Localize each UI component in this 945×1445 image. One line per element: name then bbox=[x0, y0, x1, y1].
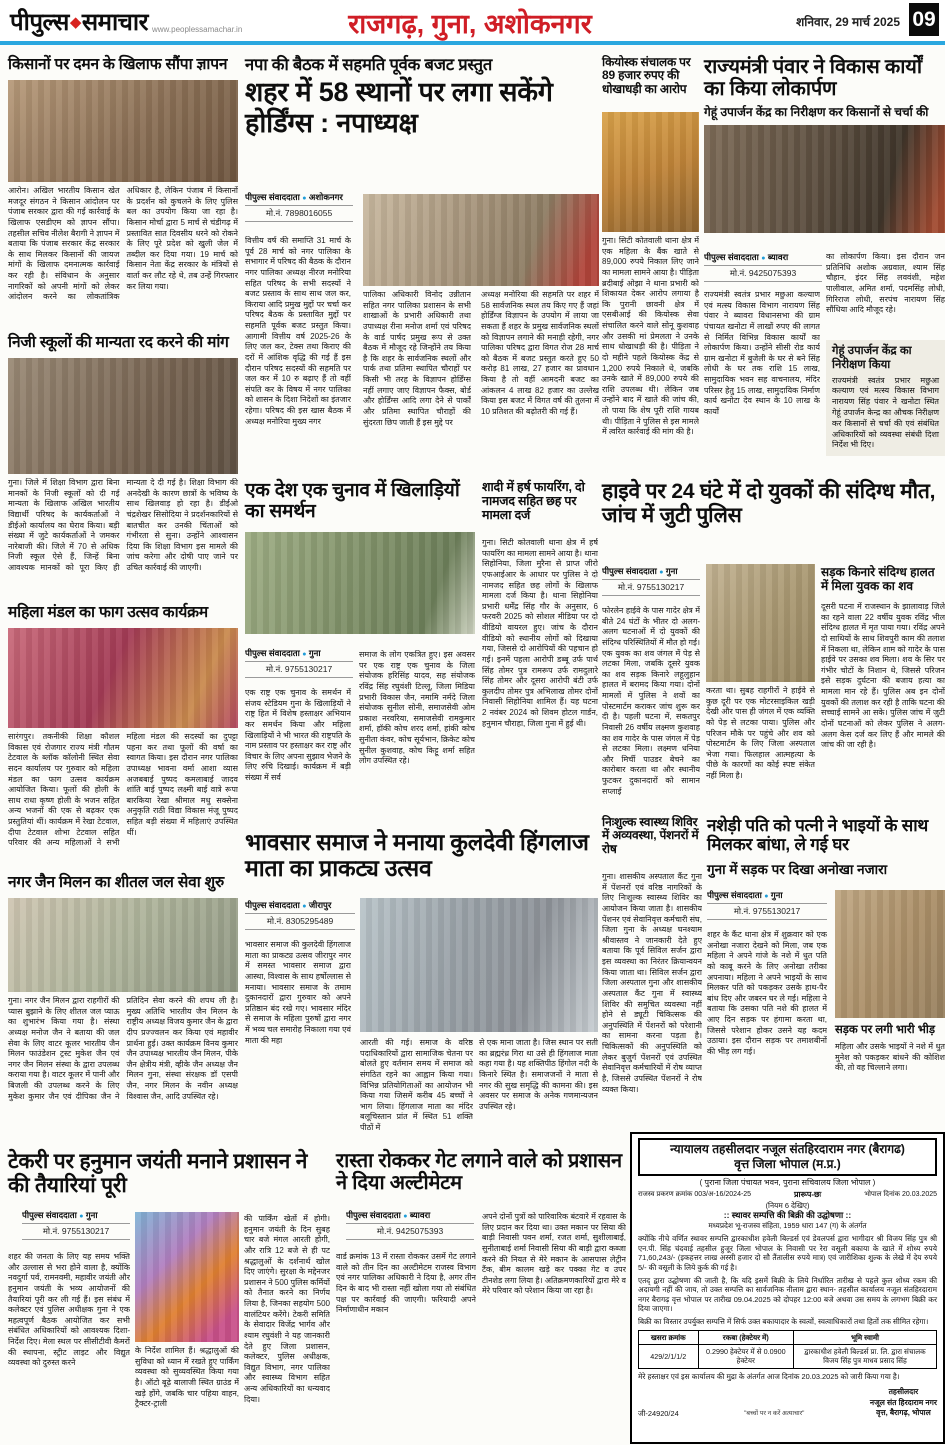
story-ekdesh-headline: एक देश एक चुनाव में खिलाड़ियों का समर्थन bbox=[245, 480, 460, 523]
masthead-bar bbox=[0, 0, 945, 45]
byline-agency: पीपुल्स संवाददाता bbox=[245, 192, 300, 202]
notice-declaration: :: स्थावर सम्पत्ति की बिक्री की उद्घोषणा :: bbox=[723, 1210, 852, 1221]
byline-phone: मो.नं. 9755130217 bbox=[245, 662, 353, 678]
story-mahila-headline: महिला मंडल का फाग उत्सव कार्यक्रम bbox=[8, 604, 208, 621]
story-tekri-byline-block bbox=[22, 1210, 130, 1240]
photo-jain-water-service bbox=[8, 898, 238, 992]
byline-agency: पीपुल्स संवाददाता bbox=[707, 890, 762, 900]
story-ekdesh-col2: समाज के लोग एकत्रित हुए। इस अवसर पर एक राष्ट्र एक चुनाव के जिला संयोजक हरिसिंह यादव, सह संयोजक रविंद्र सिंह रघुवंशी टिल्लू, जिला मिडिया प्रभारी विकास जैन, नमामि नर्मदे जिला संयोजक सुनील सोनी, समाजसेवी ओम प्रकाश नरवरिया, समाजसेवी रामकुमार शर्मा, हॉकी कोच शरद शर्मा, हांकी कोच सुनीता कंवर, कोच सूर्यभान, क्रिकेट कोच सुनील कुशवाह, कोच किट्टू शर्मा सहित लोग उपस्थित रहे। bbox=[359, 650, 475, 766]
byline-location: गुना bbox=[770, 890, 783, 900]
story-minister-col2-wrap bbox=[826, 252, 945, 480]
byline-agency: पीपुल्स संवाददाता bbox=[704, 252, 759, 262]
story-highway-byline-block bbox=[602, 566, 700, 596]
story-napa-col3: अध्यक्ष मनोरिया की सहमति पर शहर में 58 सार्वजनिक स्थल तय किए गए हैं जहां होर्डिंग्ज विज्ञापन के उपयोग में लाया जा सकता हैं शहर के प्रमुख सार्वजनिक स्थलों को विज्ञापन लगाने की मनाही रहेगी, नगर पालिका परिषद द्वारा विगत रोज 28 मार्च को बैठक में बजट प्रस्तुत करते हुए 50 करोड़ 81 लाख, 27 हजार का प्रावधान किया है तो वहीं आमदनी बजट का आंकलन 4 लाख 82 हजार का उल्लेख किया इस बजट में विगत वर्ष की तुलना में 10 प्रतिशत की बढ़ोतरी की गई हैं। bbox=[481, 290, 599, 416]
table-header-row bbox=[639, 1330, 937, 1344]
story-tekri-col3: की पार्किंग खेतों में होगी। हनुमान जयंती के दिन सुबह चार बजे मंगल आरती होगी, और रात्रि 12 बजे से ही पट श्रद्धालुओं के दर्शनार्थ खोल दिए जाएंगे। सुरक्षा के मद्देनजर प्रशासन ने 500 पुलिस कर्मियों को तैनात करने का निर्णय लिया है, जिनका सहयोग 500 वालंटियर करेंगे। टेकरी समिति के सेवादार विजेंद्र भार्गव और श्याम रघुवंशी ने यह जानकारी देते हुए जिला प्रशासन, कलेक्टर, पुलिस अधीक्षक, विद्युत विभाग, नगर पालिका और स्वास्थ्य विभाग सहित अन्य अधिकारियों का धन्यवाद दिया। bbox=[244, 1214, 330, 1404]
byline-dot-icon: ● bbox=[302, 651, 307, 658]
masthead-website: www.peoplessamachar.in bbox=[152, 25, 243, 34]
story-napa-kicker: नपा की बैठक में सहमति पूर्वक बजट प्रस्तुत bbox=[245, 56, 493, 74]
notice-para2: एतद् द्वारा उद्घोषणा की जाती है, कि यदि इसमें बिक्री के लिये निर्धारित तारीख से पहले कुल शोध्य रकम की अदायगी नहीं की जाय, तो उक्त सम्पत्ति का सार्वजनिक नीलाम द्वारा स्थान- तहसील कार्यालय नजूल संतहिरदाराम नगर बैरागढ़ वृत्त भोपाल पर तारीख 09.04.2025 को दोपहर 12:00 बजे अथवा उस समय के लगभग बिक्री कर दिया जाएगा। bbox=[638, 1275, 937, 1314]
photo-minister-inauguration bbox=[704, 125, 945, 233]
story-mahila-col2: परिवार की अन्य महिलाओं ने सभी महिला मंडल की सदस्यों का दुपट्टा पहना कर तथा फूलों की वर्षा का स्वागत किया। इस दौरान नगर पालिका उपाध्यक्ष भावना वर्मा आशा व्यास अजबबाई पुष्पद कमलाबाई जादव शांति बाई पुष्पद लक्ष्मी बाई वात्रे रूपा बारकिया रेखा श्रीमाल मधु सक्सेना अनुकृति राठी विद्या विकास मंजू पुष्पद सहित बड़ी संख्या में महिलाएं उपस्थित थीं। bbox=[8, 732, 238, 848]
photo-nashedi-street bbox=[835, 890, 945, 1018]
masthead-right: समाचार bbox=[81, 9, 148, 36]
byline-phone: मो.नं. 9425075393 bbox=[346, 1224, 474, 1240]
court-notice bbox=[630, 1132, 945, 1444]
edition-date: शनिवार, 29 मार्च 2025 bbox=[796, 15, 900, 29]
byline-location: गुना bbox=[85, 1210, 98, 1220]
byline-agency: पीपुल्स संवाददाता bbox=[245, 648, 300, 658]
story-kiosk bbox=[602, 56, 699, 480]
byline-dot-icon: ● bbox=[761, 255, 766, 262]
story-tekri-headline: टेकरी पर हनुमान जयंती मनाने प्रशासन ने की तैयारियां पूरी bbox=[8, 1150, 308, 1197]
byline-agency: पीपुल्स संवाददाता bbox=[245, 900, 300, 910]
story-shaadi bbox=[482, 480, 598, 828]
page-number: 09 bbox=[909, 3, 939, 36]
photo-napa-council-meeting bbox=[363, 194, 599, 286]
story-napa-col1: वित्तीय वर्ष की समाप्ति 31 मार्च के पूर्व 28 मार्च को नगर पालिका के सभागार में परिषद की बैठक के दौरान नगर पालिका अध्यक्ष नीरज मनोरिया सहित परिषद के सभी सदस्यों ने बजट प्रस्ताव के साथ साथ जल कर, किराया आदि प्रमुख मुद्दों पर चर्चा कर परिषद बैठक के प्रस्तावित मुद्दों पर सहमति पूर्वक बजट प्रस्तुत किया। आगामी वित्तीय वर्ष 2025-26 के लिए जल कर, टेक्स तथा किराए की दरों में आंशिक वृद्धि की गई हैं इस दौरान परिषद सदस्यों की सहमति पर जल कर में 10 रु बढ़ाए हैं तो वहीं संपति कर के विषय में नगर पालिका को शासन के दिशा निदेशों का इंतजार रहेगा। परिषद की इस खास बैठक में अध्यक्ष मनोरिया मुख्य नगर bbox=[245, 236, 351, 426]
byline-dot-icon: ● bbox=[302, 195, 307, 202]
story-shaadi-headline: शादी में हर्ष फायरिंग, दो नामजद सहित छह पर मामला दर्ज bbox=[482, 480, 585, 522]
wheat-center-box bbox=[826, 340, 945, 456]
story-schools-headline: निजी स्कूलों की मान्यता रद करने की मांग bbox=[8, 334, 229, 351]
story-rasta-col2: अपने दोनों पुत्रों को पारिवारिक बंटवारे में रहवास के लिए प्रदान कर दिया था। उक्त मकान पर सिया की बाड़ी निवासी पवन शर्मा, रजत शर्मा, सुशीलाबाई, सुनीताबाई शर्मा निवासी सिया की बाड़ी द्वारा कब्जा करने की नियत से मेरे मकान के आसपास लेट्रीन टैंक, बीम कालम खड़े कर पक्का गेट व उपर टीनशेड लगा लिया है। अतिक्रमणकारियों द्वारा मेरे व मेरे परिवार को परेशान किया जा रहा है। bbox=[482, 1212, 626, 1296]
photo-highway-forest bbox=[706, 564, 815, 682]
notice-title-line1: न्यायालय तहसीलदार नजूल संतहिरदाराम नगर (बैरागढ) bbox=[670, 1142, 905, 1156]
notice-para3: बिक्री का विस्तार उपर्युक्त सम्पत्ति में सिर्फ उक्त बकायादार के स्वत्वों, स्वत्वाधिकारों तथा हितों तक सीमित रहेगा। bbox=[638, 1317, 929, 1327]
notice-rule-line: (नियम 6 देखिए) bbox=[765, 1200, 810, 1210]
notice-signature bbox=[870, 1387, 937, 1418]
story-schools-col1: गुना। जिले में शिक्षा विभाग द्वारा बिना मानकों के निजी स्कूलों को दी गई मान्यता के खिलाफ अखिल भारतीय विद्यार्थी परिषद के कार्यकर्ताओं ने डीईओ कार्यालय का घेराव किया। बड़ी संख्या में जुटे कार्यकर्ताओं ने जमकर नारेबाजी की। जिले में 70 से अधिक निजी स्कूल ऐसे हैं, जिन्हें बिना आवश्यक मानकों को पूरा bbox=[8, 478, 120, 572]
story-nashedi-headline: नशेड़ी पति को पत्नी ने भाइयों के साथ मिलकर बांधा, ले गई घर bbox=[707, 816, 929, 855]
story-minister-byline-block bbox=[704, 252, 822, 282]
byline bbox=[22, 1210, 130, 1224]
notice-para4: मेरे हस्ताक्षर एवं इस कार्यालय की मुद्रा के अंतर्गत आज दिनांक 20.03.2025 को जारी किया गया है। bbox=[638, 1371, 900, 1381]
byline bbox=[245, 648, 353, 662]
photo-bhavsar-procession bbox=[360, 898, 598, 1032]
story-jain-body bbox=[8, 996, 238, 1146]
byline-phone: मो.नं. 8305295489 bbox=[245, 914, 355, 930]
notice-subtitle: ( पुराना जिला पंचायत भवन, पुराना सचिवालय जिला भोपाल ) bbox=[699, 1178, 876, 1187]
story-jain-col2: प्रतिदिन सेवा करने की शपथ ली है। मुख्य अतिथि भारतीय जैन मिलन के राष्ट्रीय अध्यक्ष विजय कुमार जैन के द्वारा दीप प्रज्ज्वलन कर किया एवं महावीर प्रार्थना हुई। उक्त कार्यक्रम विनय कुमार जैन उपाध्यक्ष भारतीय जैन मिलन, पीके जैन क्षेत्रीय मंत्री, व्हीके जैन अध्यक्ष जैन मिलन गुना, संस्था संरक्षक डॉ एसपी जैन, नगर मिलन के नवीन अध्यक्ष विश्वास जैन, आदि उपस्थित रहे। bbox=[126, 996, 238, 1101]
story-tekri-col1: शहर की जनता के लिए यह समय भक्ति और उल्लास से भरा होने वाला है, क्योंकि नवदुर्गा पर्व, रामनवमी, महावीर जयंती और हनुमान जयंती के भव्य आयोजनों की तैयारियां पूरी कर ली गई हैं। इस संबंध में कलेक्टर एवं पुलिस अधीक्षक गुना ने एक महत्वपूर्ण बैठक आयोजित कर सभी संबंधित अधिकारियों को आवश्यक दिशा-निर्देश दिए। मेला स्थल पर सीसीटीवी कैमरों की स्थापना, स्ट्रीट लाइट और विद्युत व्यवस्था को दुरुस्त करने bbox=[8, 1252, 130, 1368]
byline-dot-icon: ● bbox=[403, 1213, 408, 1220]
story-bhavsar bbox=[245, 830, 598, 1146]
story-jain bbox=[8, 874, 238, 1146]
byline-location: ब्यावरा bbox=[767, 252, 789, 262]
story-rasta-col1: वार्ड क्रमांक 13 में रास्ता रोककर उसमें गेट लगाने वाले को तीन दिन का अल्टीमेटम राजस्व विभाग एवं नगर पालिका अधिकारी ने दिया है, अगर तीन दिन के बाद भी रास्ता नहीं खोला गया तो संबंधित पक्ष पर कार्रवाई की जाएगी। फरियादी अपने निर्माणाधीन मकान bbox=[336, 1252, 476, 1315]
cell-khasra: 429/2/1/1/2 bbox=[639, 1345, 699, 1369]
masthead-left: पीपुल्स bbox=[10, 9, 69, 36]
story-schools bbox=[8, 334, 238, 602]
sign-line3: वृत्त, बैरागढ़, भोपाल bbox=[876, 1407, 931, 1417]
byline bbox=[704, 252, 822, 266]
photo-kisan-memorandum bbox=[8, 80, 238, 182]
story-napa-col2: पालिका अधिकारी विनोद उन्नीतान सहित नगर पालिका प्रशासन के सभी शाखाओं के प्रभारी अधिकारी तथा उपाध्यक्ष रीना मनोज शर्मा एवं परिषद के वार्ड पार्षद प्रमुख रूप से उक्त बैठक में मौजूद रहे जिन्होंने तय किया है कि शहर के सार्वजनिक स्थलों और पार्क तथा प्रतिमा स्थापित चौराहों पर किसी भी तरह के विज्ञापन होर्डिंग्स नहीं लगाए जाए विज्ञापन फैक्स, बोर्ड और होर्डिंग्स आदि लगा देने से पार्कों और प्रतिमा स्थापित चौराहों की सुंदरता छिप जाती हैं इस मुद्दे पर bbox=[363, 290, 471, 427]
story-tekri bbox=[8, 1150, 330, 1442]
notice-act-line: मध्यप्रदेश भू-राजस्व संहिता, 1959 धारा 147 (ग) के अंतर्गत bbox=[708, 1221, 867, 1231]
story-nishulk-headline: निःशुल्क स्वास्थ्य शिविर में अव्यवस्था, पेंशनरों में रोष bbox=[602, 815, 699, 856]
story-mahila-body bbox=[8, 732, 238, 872]
story-minister-col2: का लोकार्पण किया। इस दौरान जन प्रतिनिधि अशोक अग्रवाल, श्याम सिंह चौहान, इंदर सिंह लववंशी, महेश पालीवाल, अमित शर्मा, पदमसिंह लोधी, गिरिराज लोधी, सरपंच नारायण सिंह सौंधिया आदि मौजूद रहे। bbox=[826, 252, 945, 315]
byline-location: जीरापुर bbox=[308, 900, 332, 910]
sign-line2: नजूल संत हिरदाराम नगर bbox=[869, 1397, 937, 1407]
byline-dot-icon: ● bbox=[659, 569, 664, 576]
notice-place-date: भोपाल दिनांक 20.03.2025 bbox=[864, 1191, 937, 1199]
story-ekdesh-byline-block bbox=[245, 648, 353, 678]
col-owner: भूमि स्वामी bbox=[793, 1330, 936, 1344]
photo-ekdesh-players bbox=[245, 532, 475, 634]
story-nashedi-byline-block bbox=[707, 890, 827, 920]
photo-tekri-hanuman bbox=[135, 1212, 239, 1342]
story-highway-col1: फोरलेन हाईवे के पास गादेर क्षेत्र में बीते 24 घंटों के भीतर दो अलग-अलग घटनाओं में दो युवकों की संदिग्ध परिस्थितियों में मौत हो गई। एक युवक का शव जंगल में पेड़ से लटका मिला, जबकि दूसरे युवक का शव सड़क किनारे लहूलुहान हालत में बरामद किया गया। दोनों मामलों में पुलिस ने शवों का पोस्टमार्टम कराकर जांच शुरू कर दी है। पहली घटना में, सकतपुर निवासी 26 वर्षीय लक्ष्मण कुशवाह का शव गादेर के पास जंगल में पेड़ से लटका मिला। लक्ष्मण धनिया और मिर्ची पाउडर बेचने का कारोबार करता था और स्थानीय फुटकर दुकानदारों को सामान सप्लाई bbox=[602, 606, 700, 796]
notice-slogan: "बच्चों पर न करें अत्याचार" bbox=[744, 1409, 805, 1417]
story-highway-headline: हाइवे पर 24 घंटे में दो युवकों की संदिग्ध मौत, जांच में जुटी पुलिस bbox=[602, 480, 936, 527]
story-napa-body bbox=[245, 192, 599, 480]
story-minister-subhead: गेहूं उपार्जन केंद्र का निरीक्षण कर किसानों से चर्चा की bbox=[704, 105, 929, 119]
story-jain-col1: गुना। नगर जैन मिलन द्वारा राहगीरों की प्यास बुझाने के लिए शीतल जल प्याऊ का शुभारंभ किया गया है। संस्था अध्यक्ष मनोज जैन ने बताया की जल सेवा के लिए वाटर कूलर भारतीय जैन मिलन फाउंडेशन ट्रस्ट मुकेश जैन एवं नगर जैन मिलन संस्था के द्वारा उपलब्ध कराया गया है। वाटर कूलर में पानी और बिजली की उपलब्ध करने के लिए मुकेश कुमार जैन एवं दीपिका जैन ने bbox=[8, 996, 120, 1101]
story-nishulk bbox=[602, 816, 702, 1146]
masthead-lamp-icon: ◆ bbox=[69, 14, 81, 31]
story-kiosk-headline: कियोस्क संचालक पर 89 हजार रुपए की धोखाधड़ी का आरोप bbox=[602, 55, 691, 96]
story-schools-col2: किए ही मान्यता दे दी गई है। शिक्षा विभाग की अनदेखी के कारण छात्रों के भविष्य के साथ खिलवाड़ हो रहा है। डीईओ चंद्रशेखर सिसोदिया ने प्रदर्शनकारियों से बातचीत कर उनकी चिंताओं को गंभीरता से सुना। उन्होंने आश्वासन दिया कि शिक्षा विभाग इस मामले की जांच करेगा और दोषी पाए जाने पर उचित कार्रवाई की जाएगी। bbox=[94, 478, 238, 572]
notice-footer bbox=[638, 1387, 937, 1418]
story-ekdesh-col1: एक राष्ट्र एक चुनाव के समर्थन में संजय स्टेडियम गुना के खिलाड़ियों ने राष्ट्र हित में विशेष हस्ताक्षर अभियान कर समर्थन किया और महिला खिलाड़ियों ने भी भारत की राष्ट्रपति के नाम प्रस्ताव पर हस्ताक्षर कर राष्ट्र और विचार के लिए अपना सुझाव भेजने के लिए रुचि दिखाई। कार्यक्रम में बड़ी संख्या में सर्व bbox=[245, 688, 351, 782]
story-mahila-col1: सारंगपुर। तकनीकी शिक्षा कौशल विकास एवं रोजगार राज्य मंत्री गौतम टेटवाल के ब्लॉक कॉलोनी स्थित सेवा सदन कार्यालय पर गुरुवार को महिला मंडल का फाग उत्सव कार्यक्रम आयोजित किया। फूलों की होली के साथ राधा कृष्ण होली के भजन सहित अन्य भजनों की एक से बढ़कर एक प्रस्तुतियां थीं। कार्यक्रम में रेखा टेटवाल, दीपा टेटवाल शोभा टेटवाल सहित bbox=[8, 732, 120, 837]
photo-schools-protest bbox=[8, 358, 238, 474]
notice-ref-number: जी-24920/24 bbox=[638, 1408, 679, 1418]
story-bhavsar-col2: आरती की गई। समाज के वरिष्ठ पदाधिकारियों द्वारा सामाजिक चेतना पर बोलते हुए वर्तमान समय में समाज को संगठित रहने का आह्वान किया गया। विभिन्न प्रतियोगिताओं का आयोजन भी किया गया जिसमें करीब 45 बच्चों ने भाग लिया। हिंगलाज माता का मंदिर बलूचिस्तान प्रांत में स्थित 51 शक्ति पीठों में bbox=[360, 1038, 473, 1132]
story-kisan bbox=[8, 56, 238, 332]
notice-form-label: प्रारूप-छः bbox=[794, 1190, 822, 1200]
byline-dot-icon: ● bbox=[79, 1213, 84, 1220]
story-kisan-col2: लेकर आंदोलन करने का लोकतांत्रिक अधिकार है, लेकिन पंजाब में किसानों के प्रदर्शन को कुचलने के लिए पुलिस बल का उपयोग किया जा रहा है। किसान मोर्चा द्वारा 5 मार्च से चंडीगढ़ में प्रस्तावित सात दिवसीय धरने को रोकने के लिए पूरे प्रदेश को खुली जेल में तब्दील कर दिया गया। 19 मार्च को किसान नेता केंद्र सरकार के मंत्रियों से वार्ता कर लौट रहे थे, तब उन्हें गिरफ्तार कर लिया गया। bbox=[8, 186, 238, 302]
cell-rakba: 0.2990 हेक्टेयर में से 0.0900 हेक्टेयर bbox=[698, 1345, 793, 1369]
byline-phone: मो.नं. 9755130217 bbox=[707, 904, 827, 920]
story-nashedi-caption-title: सड़क पर लगी भारी भीड़ bbox=[835, 1024, 935, 1036]
story-kisan-body bbox=[8, 186, 238, 332]
story-schools-body bbox=[8, 478, 238, 600]
story-jain-headline: नगर जैन मिलन का शीतल जल सेवा शुरु bbox=[8, 874, 225, 891]
story-bhavsar-col1: भावसार समाज की कुलदेवी हिंगलाज माता का प्राकट्य उत्सव जीरापुर नगर में समस्त भावसार समाज द्वारा आस्था, विश्वास के साथ हर्षोल्लास से मनाया। भावसार समाज के तमाम दुकानदारों द्वारा गुरुवार को अपने प्रतिष्ठान बंद रखे गए। भावसार मंदिर से समाज के महिला पुरुषों द्वारा नगर में भव्य चल समारोह निकाला गया एवं माता की महा bbox=[245, 940, 351, 1045]
story-highway-col3: दूसरी घटना में राजस्थान के झालावाड़ जिले का रहने वाला 22 वर्षीय युवक रविंद्र भील संदिग्ध हालत में मृत पाया गया। रविंद्र अपने दो साथियों के साथ शिवपुरी काम की तलाश में निकला था, लेकिन शाम को गादेर के पास हाईवे पर उसका शव मिला। शव के सिर पर गंभीर चोटों के निशान थे, जिससे परिजन इसे सड़क दुर्घटना की बजाय हत्या का मामला मान रहे हैं। पुलिस अब इन दोनों युवकों की तलाश कर रही है ताकि घटना की सच्चाई सामने आ सके। पुलिस जांच में जुटी दोनों घटनाओं को लेकर पुलिस ने अलग-अलग केस दर्ज कर लिए हैं और मामले की जांच की जा रही है। bbox=[821, 602, 945, 750]
story-ekdesh bbox=[245, 480, 475, 828]
story-minister-headline: राज्यमंत्री पंवार ने विकास कार्यों का किया लोकार्पण bbox=[704, 56, 922, 101]
col-khasra: खसरा क्रमांक bbox=[639, 1330, 699, 1344]
story-bhavsar-col3: से एक माना जाता है। जिस स्थान पर सती का ब्रह्मरंध्र गिरा था उसे ही हिंगलाज माता कहा गया है। यह शक्तिपीठ हिंगोल नदी के किनारे स्थित है। समाजजनों ने माता से नगर की सुख समृद्धि की कामना की। इस अवसर पर समाज के अनेक गणमान्यजन उपस्थित रहे। bbox=[479, 1038, 598, 1111]
byline-agency: पीपुल्स संवाददाता bbox=[22, 1210, 77, 1220]
story-mahila bbox=[8, 604, 238, 872]
region-title: राजगढ़, गुना, अशोकनगर bbox=[348, 9, 592, 39]
byline-location: गुना bbox=[308, 648, 321, 658]
notice-title-line2: वृत्त जिला भोपाल (म.प्र.) bbox=[734, 1157, 841, 1171]
byline-dot-icon: ● bbox=[302, 903, 307, 910]
byline-dot-icon: ● bbox=[764, 893, 769, 900]
byline bbox=[707, 890, 827, 904]
story-kisan-col1: आरोन। अखिल भारतीय किसान खेत मजदूर संगठन ने किसान आंदोलन पर पंजाब सरकार द्वारा की गई कार्रवाई के खिलाफ एसडीएम को ज्ञापन सौंपा। तहसील सचिव नीलेश बैरागी ने ज्ञापन में बताया कि पंजाब सरकार केंद्र सरकार के साथ मिलकर किसानों की जायज मांगों के खिलाफ दमनात्मक कार्रवाई कर रही है। संविधान के अनुसार नागरिकों को अपनी मांगों को bbox=[8, 186, 120, 291]
byline-agency: पीपुल्स संवाददाता bbox=[602, 566, 657, 576]
byline bbox=[245, 192, 353, 206]
byline-phone: मो.नं. 9755130217 bbox=[602, 580, 700, 596]
byline-phone: मो.नं. 9425075393 bbox=[704, 266, 822, 282]
story-rasta bbox=[336, 1150, 626, 1442]
byline-phone: मो.नं. 7898016055 bbox=[245, 206, 353, 222]
notice-case-number: राजस्व प्रकरण क्रमांक 003/अ-16/2024-25 bbox=[638, 1191, 752, 1199]
byline-location: ब्यावरा bbox=[409, 1210, 431, 1220]
photo-kiosk-victim bbox=[602, 112, 699, 232]
cell-owner: द्वारकाधीश हवेली बिल्डर्स प्रा. लि. द्वारा संचालक विजय सिंह पुत्र माधव प्रसाद सिंह bbox=[793, 1345, 936, 1369]
byline bbox=[602, 566, 700, 580]
story-rasta-headline: रास्ता रोककर गेट लगाने वाले को प्रशासन ने दिया अल्टीमेटम bbox=[336, 1150, 622, 1195]
story-highway bbox=[602, 480, 945, 820]
story-highway-subhead: सड़क किनारे संदिग्ध हालत में मिला युवक का शव bbox=[821, 565, 935, 593]
byline-agency: पीपुल्स संवाददाता bbox=[346, 1210, 401, 1220]
story-nashedi-subhead: गुना में सड़क पर दिखा अनोखा नजारा bbox=[707, 862, 888, 877]
masthead bbox=[10, 5, 148, 38]
story-minister-col1: राज्यमंत्री स्वतंत्र प्रभार मछुआ कल्याण एवं मत्स्य विकास विभाग नारायण सिंह पंवार ने ब्यावरा विधानसभा की ग्राम पंचायत खनोटा में लाखों रुपए की लागत से निर्मित विभिन्न विकास कार्यों का लोकार्पण किया। उन्होंने सीसी रोड कार्य ग्राम खनोटा में बुजेली के घर से बने सिंह लोधी के घर तक राशि 15 लाख, सामुदायिक भवन सह वाचनालय, मंदिर परिसर हेतु 15 लाख, सामुदायिक निर्माण कार्य खनोटा देव स्थान के 10 लाख के कार्यों bbox=[704, 290, 820, 416]
story-napa bbox=[245, 56, 599, 480]
story-tekri-col2: के निर्देश शामिल हैं। श्रद्धालुओं की सुविधा को ध्यान में रखते हुए पार्किंग व्यवस्था को सुव्यवस्थित किया गया है। ऑटो बूढ़े बालाजी स्थित ग्राउंड में खड़े होंगे, जबकि चार पहिया वाहन, ट्रैक्टर-ट्राली bbox=[135, 1346, 239, 1409]
story-highway-col2: करता था। सुबह राहगीरों ने हाईवे से कुछ दूरी पर एक मोटरसाइकिल खड़ी देखी और पास ही जंगल में एक व्यक्ति को पेड़ से लटका पाया। पुलिस और परिजन मौके पर पहुंचे और शव को पोस्टमार्टम के लिए जिला अस्पताल भेजा गया। फिलहाल आत्महत्या के पीछे के कारणों का कोई स्पष्ट संकेत नहीं मिला है। bbox=[706, 686, 815, 780]
story-nashedi-caption: महिला और उसके भाइयों ने नशे में धुत मुनेश को पकड़कर बांधने की कोशिश की, तो वह चिल्लाने लगा। bbox=[835, 1042, 945, 1073]
table-row bbox=[639, 1345, 937, 1369]
story-bhavsar-headline: भावसार समाज ने मनाया कुलदेवी हिंगलाज माता का प्राकट्य उत्सव bbox=[245, 829, 589, 881]
story-kisan-headline: किसानों पर दमन के खिलाफ सौंपा ज्ञापन bbox=[8, 56, 228, 73]
byline-location: गुना bbox=[665, 566, 678, 576]
byline-phone: मो.नं. 9755130217 bbox=[22, 1224, 130, 1240]
wheat-center-box-title: गेहूं उपार्जन केंद्र का निरीक्षण किया bbox=[832, 345, 912, 371]
story-napa-headline: शहर में 58 स्थानों पर लगा सकेंगे होर्डिंग्स : नपाध्यक्ष bbox=[245, 77, 553, 138]
story-kiosk-body: गुना। सिटी कोतवाली थाना क्षेत्र में एक महिला के बैंक खाते से 89,000 रुपये निकाल लिए जाने का मामला सामने आया है। पीड़िता ब्रदीबाई ओझा ने थाना प्रभारी को शिकायत देकर आरोप लगाया है कि पुरानी छावनी क्षेत्र में एसबीआई की कियोस्क सेवा संचालित करने वाले सोनू कुशवाह और उसकी मां प्रेमलता ने उनके साथ धोखाधड़ी की है। पीड़िता ने दो महीने पहले कियोस्क केंद्र से 1,200 रुपये निकाले थे, जबकि उनके खाते में 89,000 रुपये की राशि उपलब्ध थी। लेकिन जब उन्होंने बाद में खाते की जांच की, तो पाया कि शेष पूरी राशि गायब थी। पीड़िता ने पुलिस से इस मामले में त्वरित कार्रवाई की मांग की है। bbox=[602, 236, 699, 437]
byline bbox=[245, 900, 355, 914]
story-nashedi bbox=[707, 816, 945, 1146]
wheat-center-box-text: राज्यमंत्री स्वतंत्र प्रभार मछुआ कल्याण एवं मत्स्य विकास विभाग नारायण सिंह पंवार ने खनोटा स्थित गेहूं उपार्जन केन्द्र का औचक निरीक्षण कर किसानों से चर्चा की एवं संबंधित अधिकारियों को व्यवस्था संबंधी दिशा निर्देश भी दिए। bbox=[832, 375, 939, 450]
story-nishulk-body: गुना। शासकीय अस्पताल कैंट गुना में पेंशनरों एवं वरिष्ठ नागरिकों के लिए निःशुल्क स्वास्थ्य शिविर का आयोजन किया जाता है। शासकीय पेंशनर एवं सेवानिवृत्त कर्मचारी संघ, जिला गुना के अध्यक्ष घनश्याम श्रीवास्तव ने जानकारी देते हुए बताया कि पूर्व सिविल सर्जन द्वारा इस व्यवस्था का निरंतर क्रियान्वयन किया जाता था। सिविल सर्जन द्वारा जिला अस्पताल गुना और शासकीय अस्पताल कैंट गुना में स्वास्थ्य शिविर की समुचित व्यवस्था नहीं होने से ड्यूटी चिकित्सक की अनुपस्थिति में पेंशनरों को परेशानी का सामना करना पड़ता है। चिकित्सकों की अनुपस्थिति को लेकर बुजुर्ग पेंशनरों एवं उपस्थित सेवानिवृत्त कर्मचारियों में रोष व्याप्त है, जिससे उपस्थित पेंशनरों ने रोष व्यक्त किया। bbox=[602, 872, 702, 1094]
notice-title bbox=[638, 1138, 937, 1176]
byline-location: अशोकनगर bbox=[308, 192, 343, 202]
story-shaadi-body: गुना। सिटी कोतवाली थाना क्षेत्र में हर्ष फायरिंग का मामला सामने आया है। थाना सिहोनिया, जिला मुरैना से प्राप्त जीरो एफआईआर के आधार पर पुलिस ने दो नामजद सहित छह लोगों के खिलाफ मामला दर्ज किया है। थाना सिहोनिया प्रभारी धर्मेंद्र सिंह गौर के अनुसार, 6 फरवरी 2025 को सोशल मीडिया पर दो वीडियो वायरल हुए। जांच के दौरान वीडियो को स्थानीय लोगों को दिखाया गया, जिससे दो आरोपियों की पहचान हो गई। इनमें पहला आरोपी डब्बू उर्फ पार्थ सिंह तोमर पुत्र रामरूप उर्फ रामदुलारे सिंह तोमर और दूसरा आरोपी बंटी उर्फ कुलदीप तोमर पुत्र अभिलाख तोमर दोनों निवासी सिहोनिया शामिल हैं। यह घटना 2 नवंबर 2024 को शिवम होटल गार्डन, हनुमान चौराहा, जिला गुना में हुई थी। bbox=[482, 538, 598, 728]
notice-para1: क्योंकि नीचे वर्णित स्थावर सम्पत्ति द्वारकाधीश हवेली बिल्डर्स एवं डेवलपर्स द्वारा भागीदार श्री विजय सिंह पुत्र श्री एन.पी. सिंह चंदवाई तहसील हुजूर जिला भोपाल के निवासी पर रेरा वसूली बकाया के खाते में शोध्य रुपये 71,60,243/- (इकहत्तर लाख अस्सी हजार दो सौ तैंतालीस रुपये मात्र) एवं जारीशिका शुल्क के लेखे में देय रुपये 5/- की वसूली के लिये कुर्क की गई है। bbox=[638, 1234, 937, 1272]
story-bhavsar-byline-block bbox=[245, 900, 355, 930]
col-rakba: रकबा (हेक्टेयर में) bbox=[698, 1330, 793, 1344]
story-rasta-byline-block bbox=[346, 1210, 474, 1240]
notice-meta-row bbox=[638, 1190, 937, 1200]
photo-mahila-fag-utsav bbox=[8, 628, 238, 728]
notice-property-table bbox=[638, 1330, 937, 1369]
byline bbox=[346, 1210, 474, 1224]
sign-line1: तहसीलदार bbox=[888, 1387, 919, 1397]
story-minister bbox=[704, 56, 945, 480]
story-napa-byline-block bbox=[245, 192, 353, 222]
story-nashedi-body: शहर के कैंट थाना क्षेत्र में शुक्रवार को एक अनोखा नजारा देखने को मिला, जब एक महिला ने अपने गांजे के नशे में धुत पति को काबू करने के लिए अनोखा तरीका अपनाया। महिला ने अपने भाइयों के साथ मिलकर पति को पकड़कर उसके हाथ-पैर बांध दिए और जबरन घर ले गई। महिला ने बताया कि उसका पति नशे की हालत में आए दिन सड़क पर हंगामा करता था, जिससे परेशान होकर उसने यह कदम उठाया। इस दौरान सड़क पर तमाशबीनों की भीड़ लग गई। bbox=[707, 930, 827, 1056]
